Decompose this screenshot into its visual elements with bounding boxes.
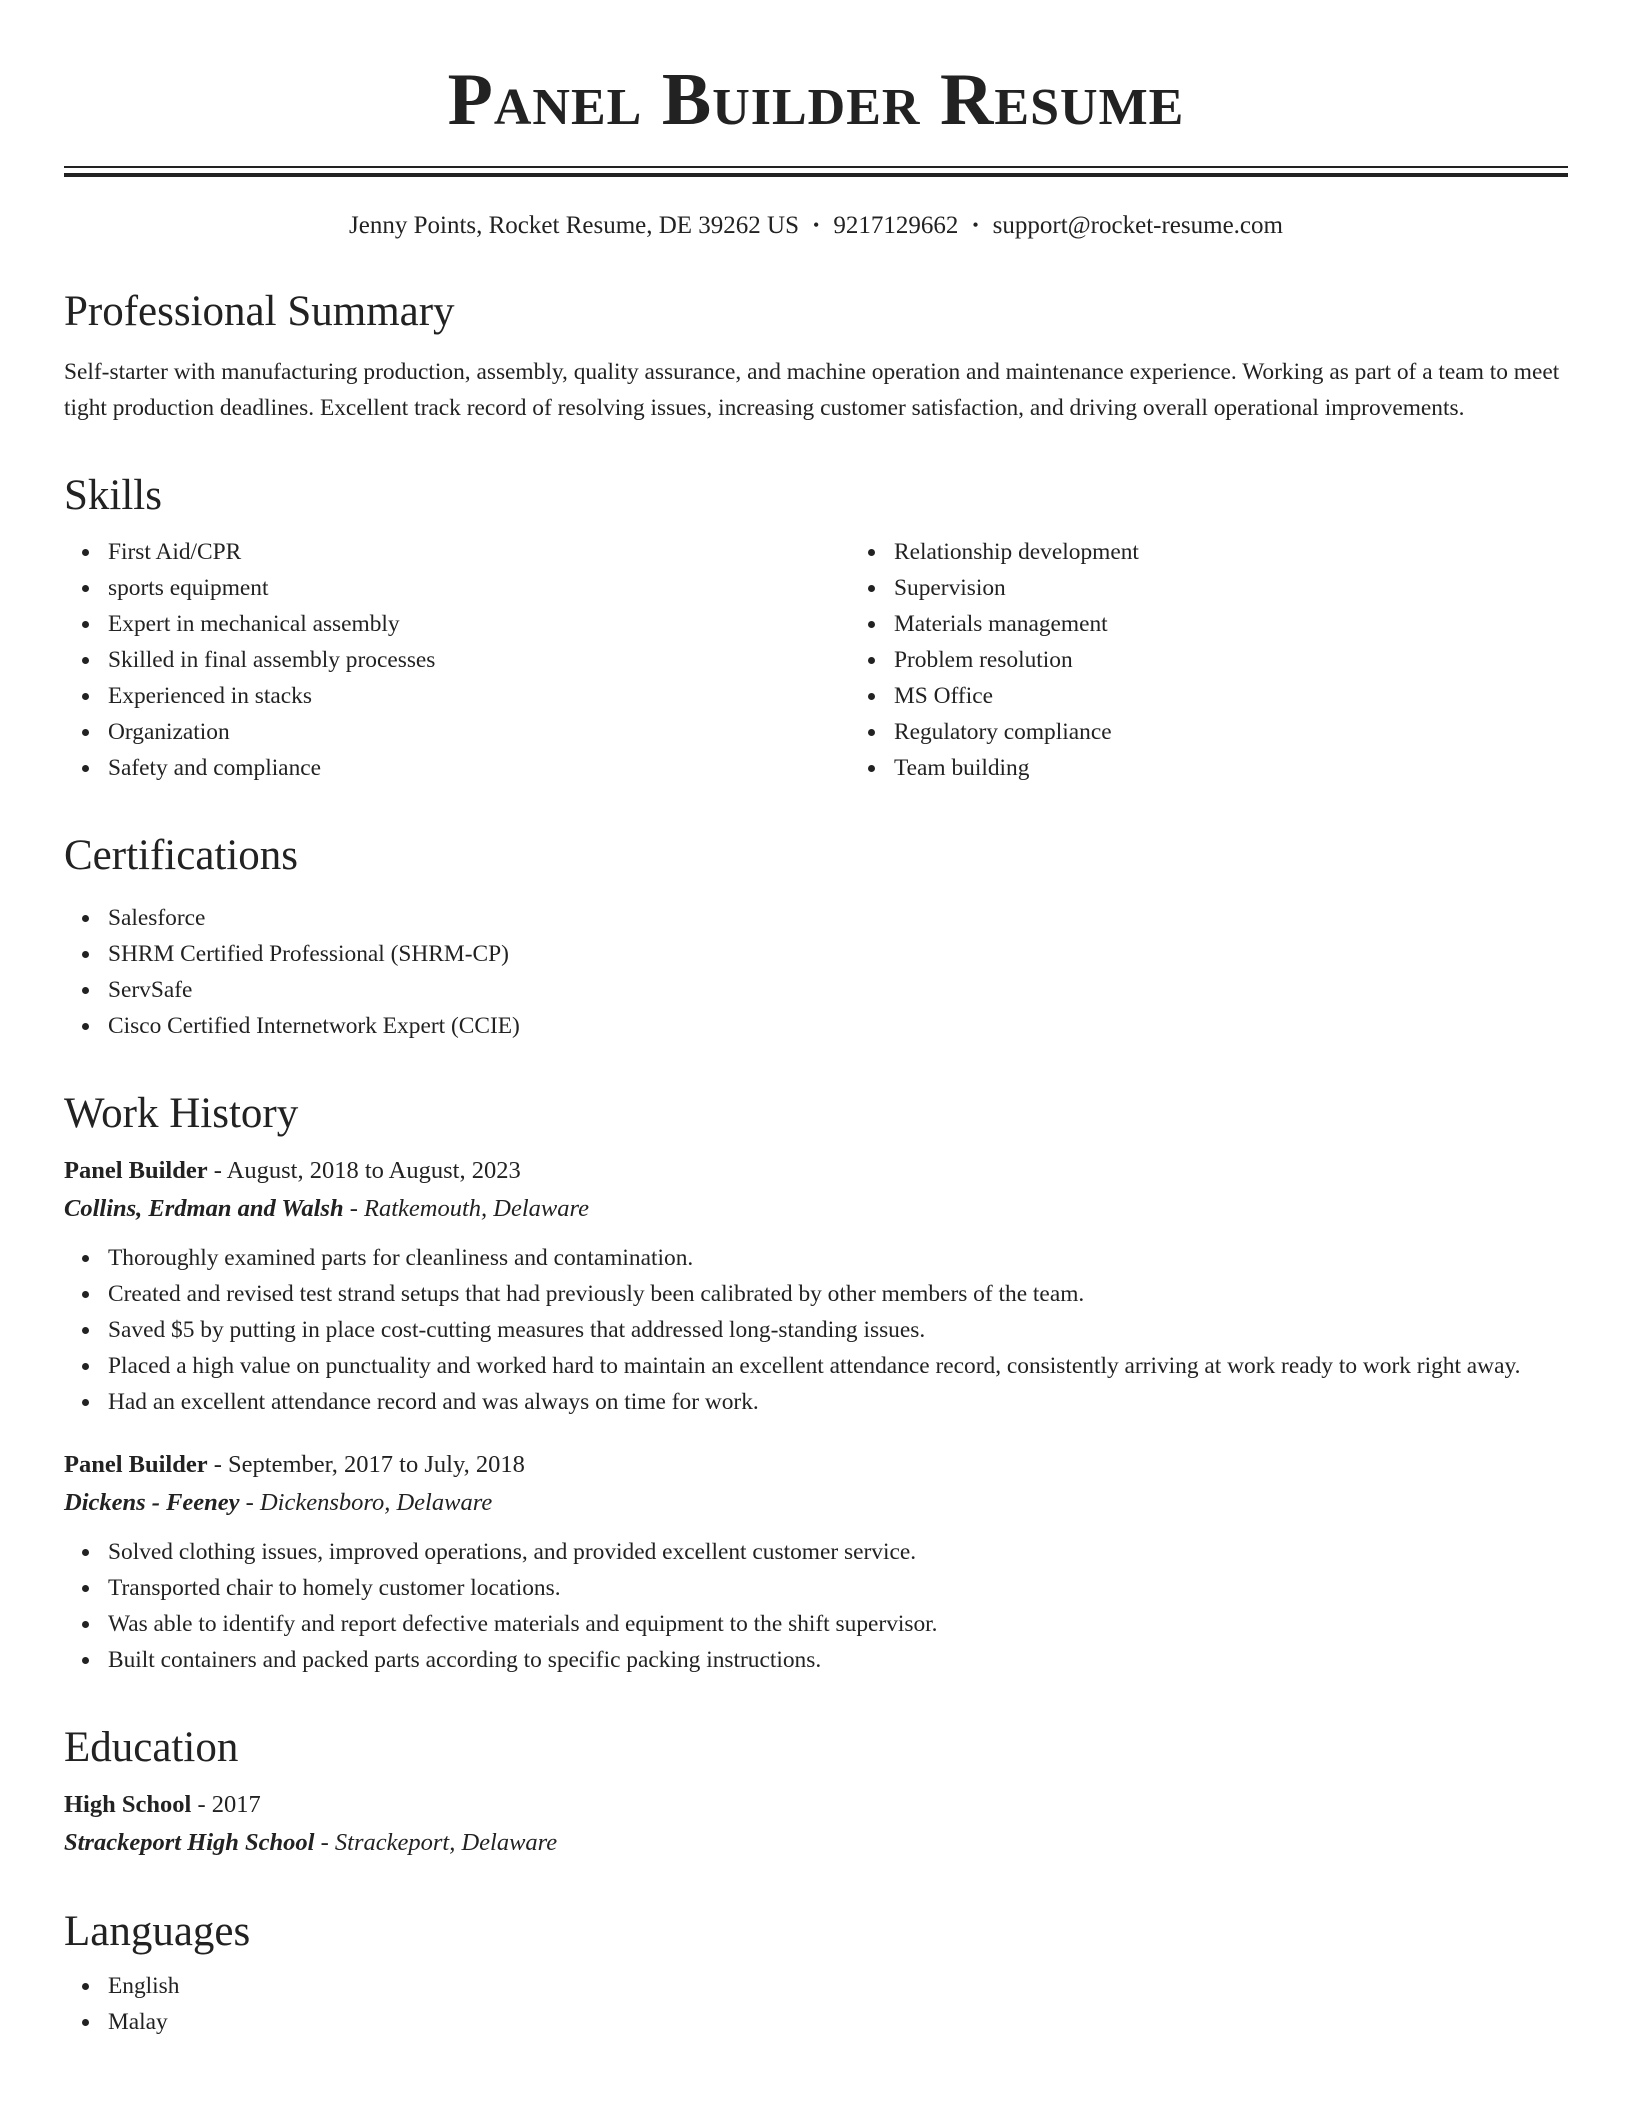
skills-list-left (64, 534, 850, 786)
summary-heading: Professional Summary (64, 288, 455, 335)
job-role: Panel Builder (64, 1157, 208, 1184)
certification-item: ServSafe (108, 972, 1568, 1008)
contact-separator: • (972, 215, 979, 235)
job-duty-item: Placed a high value on punctuality and worked hard to maintain an excellent attendance record, consistently arriving at work ready to work right away. (108, 1348, 1568, 1384)
certification-item: Cisco Certified Internetwork Expert (CCIE) (108, 1008, 1568, 1044)
skills-grid (64, 534, 1568, 786)
languages-heading: Languages (64, 1908, 251, 1955)
job-duty-item: Had an excellent attendance record and was always on time for work. (108, 1384, 1568, 1420)
job-company-line (64, 1484, 1568, 1522)
skill-item: Expert in mechanical assembly (108, 606, 850, 642)
certification-item: SHRM Certified Professional (SHRM-CP) (108, 936, 1568, 972)
skill-item: sports equipment (108, 570, 850, 606)
title-divider (64, 166, 1568, 177)
skill-item: First Aid/CPR (108, 534, 850, 570)
education-year: - 2017 (191, 1791, 261, 1818)
languages-list (64, 1968, 1568, 2040)
work-history-heading: Work History (64, 1090, 299, 1137)
job-company: Collins, Erdman and Walsh (64, 1195, 344, 1222)
skill-item: Team building (894, 750, 1594, 786)
certifications-heading: Certifications (64, 832, 299, 879)
job-header (64, 1152, 1568, 1190)
job-entry (64, 1446, 1568, 1678)
job-company: Dickens - Feeney (64, 1489, 240, 1516)
education-location: - Strackeport, Delaware (314, 1829, 558, 1856)
education-school-line (64, 1824, 1568, 1862)
job-duties (64, 1534, 1568, 1678)
job-duty-item: Was able to identify and report defective materials and equipment to the shift supervisor. (108, 1606, 1568, 1642)
skill-item: Relationship development (894, 534, 1594, 570)
skill-item: Supervision (894, 570, 1594, 606)
skill-item: Safety and compliance (108, 750, 850, 786)
contact-separator: • (813, 215, 820, 235)
skills-list-right (850, 534, 1594, 786)
job-header (64, 1446, 1568, 1484)
job-duty-item: Solved clothing issues, improved operations, and provided excellent customer service. (108, 1534, 1568, 1570)
education-school: Strackeport High School (64, 1829, 315, 1856)
education-heading: Education (64, 1724, 239, 1771)
job-duty-item: Thoroughly examined parts for cleanliness and contamination. (108, 1240, 1568, 1276)
skill-item: MS Office (894, 678, 1594, 714)
job-dates: - August, 2018 to August, 2023 (207, 1157, 521, 1184)
skill-item: Skilled in final assembly processes (108, 642, 850, 678)
language-item: Malay (108, 2004, 1568, 2040)
contact-address: Jenny Points, Rocket Resume, DE 39262 US (349, 212, 800, 239)
certifications-list (64, 900, 1568, 1044)
contact-phone: 9217129662 (833, 212, 959, 239)
skill-item: Experienced in stacks (108, 678, 850, 714)
summary-text: Self-starter with manufacturing production, assembly, quality assurance, and machine operation and maintenance experience. Working as part of a team to meet tight production deadlines. Excellent track record of resolving issues, increasing customer satisfaction, and driving overall operational improvements. (64, 359, 1560, 421)
education-degree: High School (64, 1791, 192, 1818)
skill-item: Organization (108, 714, 850, 750)
job-duty-item: Created and revised test strand setups that had previously been calibrated by other members of the team. (108, 1276, 1568, 1312)
language-item: English (108, 1968, 1568, 2004)
skill-item: Regulatory compliance (894, 714, 1594, 750)
skill-item: Materials management (894, 606, 1594, 642)
contact-email: support@rocket-resume.com (992, 212, 1283, 239)
contact-line (64, 209, 1568, 242)
skill-item: Problem resolution (894, 642, 1594, 678)
resume-title: Panel Builder Resume (447, 59, 1185, 141)
job-dates: - September, 2017 to July, 2018 (207, 1451, 525, 1478)
job-role: Panel Builder (64, 1451, 208, 1478)
job-company-line (64, 1190, 1568, 1228)
job-duty-item: Built containers and packed parts according to specific packing instructions. (108, 1642, 1568, 1678)
certification-item: Salesforce (108, 900, 1568, 936)
job-location: - Ratkemouth, Delaware (343, 1195, 590, 1222)
job-location: - Dickensboro, Delaware (239, 1489, 493, 1516)
job-duty-item: Saved $5 by putting in place cost-cutting measures that addressed long-standing issues. (108, 1312, 1568, 1348)
job-entry (64, 1152, 1568, 1420)
job-duty-item: Transported chair to homely customer locations. (108, 1570, 1568, 1606)
job-duties (64, 1240, 1568, 1420)
education-header (64, 1786, 1568, 1824)
skills-heading: Skills (64, 472, 162, 519)
